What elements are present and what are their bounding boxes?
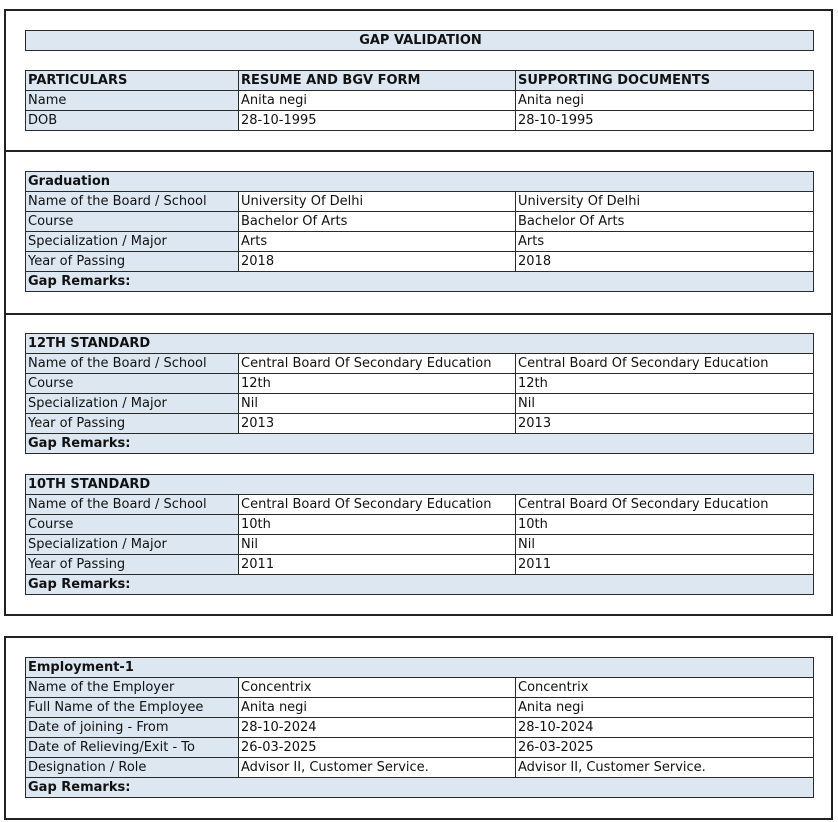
gap-remarks: Gap Remarks: [26,434,814,454]
row-label: Date of joining - From [26,718,239,738]
table-row [26,555,814,575]
graduation-table [25,171,814,292]
docs-value: Central Board Of Secondary Education [516,495,814,515]
header-resume-bgv: RESUME AND BGV FORM [239,71,516,91]
table-row [26,738,814,758]
table-row [26,374,814,394]
row-label: Name of the Board / School [26,495,239,515]
table-row [26,212,814,232]
table-row [26,354,814,374]
row-label: Name of the Board / School [26,192,239,212]
gap-remarks: Gap Remarks: [26,778,814,798]
docs-value: 26-03-2025 [516,738,814,758]
row-label: Course [26,374,239,394]
resume-value: Anita negi [239,698,516,718]
gap-remarks: Gap Remarks: [26,272,814,292]
docs-value: 12th [516,374,814,394]
row-label: Date of Relieving/Exit - To [26,738,239,758]
resume-value: Arts [239,232,516,252]
header-particulars: PARTICULARS [26,71,239,91]
table-row [26,232,814,252]
resume-value: Nil [239,535,516,555]
row-label: Designation / Role [26,758,239,778]
docs-value: Anita negi [516,698,814,718]
docs-value: Nil [516,394,814,414]
docs-value: 28-10-2024 [516,718,814,738]
row-label: Year of Passing [26,555,239,575]
docs-value: 2018 [516,252,814,272]
docs-value: Nil [516,535,814,555]
tenth-table [25,474,814,595]
row-label: Name of the Board / School [26,354,239,374]
row-label: Full Name of the Employee [26,698,239,718]
table-row [26,698,814,718]
resume-value: Nil [239,394,516,414]
table-row [26,758,814,778]
table-row [26,192,814,212]
docs-value: Central Board Of Secondary Education [516,354,814,374]
table-row [26,718,814,738]
resume-value: University Of Delhi [239,192,516,212]
row-label: Year of Passing [26,252,239,272]
resume-value: Advisor II, Customer Service. [239,758,516,778]
docs-value: Anita negi [516,91,814,111]
docs-value: Bachelor Of Arts [516,212,814,232]
table-row [26,495,814,515]
twelfth-table [25,333,814,454]
gap-remarks: Gap Remarks: [26,575,814,595]
table-row [26,91,814,111]
docs-value: Concentrix [516,678,814,698]
resume-value: 2011 [239,555,516,575]
employment-table [25,657,814,798]
table-row [26,535,814,555]
docs-value: Arts [516,232,814,252]
row-label: Name of the Employer [26,678,239,698]
resume-value: Bachelor Of Arts [239,212,516,232]
table-row [26,111,814,131]
resume-value: Central Board Of Secondary Education [239,354,516,374]
row-label: Name [26,91,239,111]
docs-value: University Of Delhi [516,192,814,212]
header-supporting-docs: SUPPORTING DOCUMENTS [516,71,814,91]
table-row [26,252,814,272]
resume-value: 28-10-1995 [239,111,516,131]
row-label: Specialization / Major [26,394,239,414]
resume-value: 12th [239,374,516,394]
graduation-heading: Graduation [26,172,814,192]
tenth-heading: 10TH STANDARD [26,475,814,495]
twelfth-heading: 12TH STANDARD [26,334,814,354]
docs-value: 10th [516,515,814,535]
docs-value: 28-10-1995 [516,111,814,131]
table-row [26,394,814,414]
resume-value: Central Board Of Secondary Education [239,495,516,515]
employment-heading: Employment-1 [26,658,814,678]
resume-value: 2013 [239,414,516,434]
basic-details-table [25,70,814,131]
resume-value: Concentrix [239,678,516,698]
row-label: Course [26,212,239,232]
page-title: GAP VALIDATION [26,31,814,51]
title-table [25,30,814,51]
table-row [26,515,814,535]
row-label: DOB [26,111,239,131]
docs-value: Advisor II, Customer Service. [516,758,814,778]
resume-value: 10th [239,515,516,535]
row-label: Specialization / Major [26,535,239,555]
resume-value: 26-03-2025 [239,738,516,758]
row-label: Specialization / Major [26,232,239,252]
row-label: Course [26,515,239,535]
resume-value: Anita negi [239,91,516,111]
table-row [26,678,814,698]
row-label: Year of Passing [26,414,239,434]
docs-value: 2011 [516,555,814,575]
table-row [26,414,814,434]
resume-value: 28-10-2024 [239,718,516,738]
docs-value: 2013 [516,414,814,434]
resume-value: 2018 [239,252,516,272]
